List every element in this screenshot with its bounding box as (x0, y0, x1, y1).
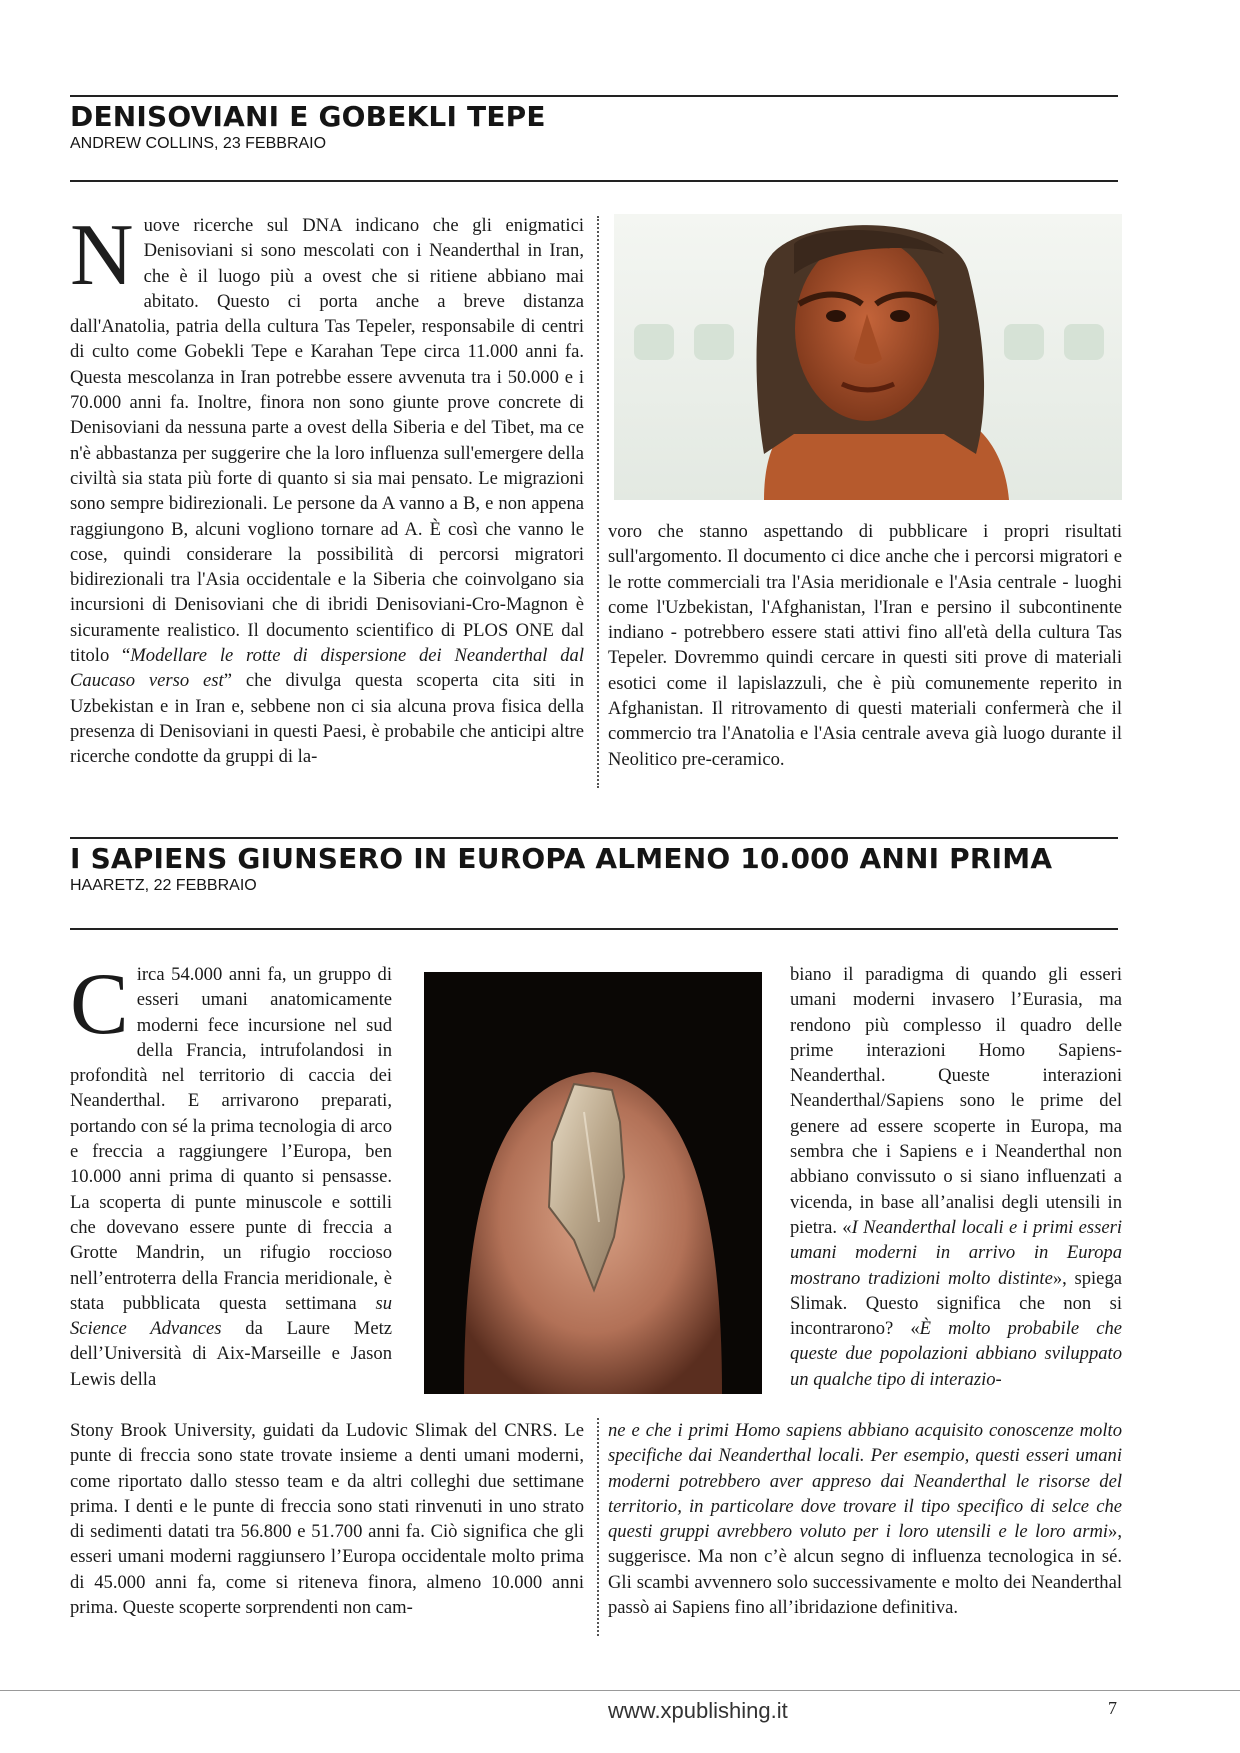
article2-top-rule (70, 837, 1118, 839)
article2-right-text-b: », spiega Slimak. Questo significa che non si incontrarono? « (790, 1267, 1122, 1340)
article2-right-text-italic1: I Neanderthal locali e i primi esseri umani moderni in arrivo in Europa mostrano tradizioni molto distinte (790, 1216, 1122, 1289)
article1-left-text-a: uove ricerche sul DNA indicano che gli enigmatici Denisoviani si sono mescolati con i Neanderthal in Iran, che è il luogo più a ovest che si ritiene abbiano mai abitato. Questo ci porta anche a breve distanza dall'Anatolia, patria della cultura Tas Tepeler, responsabile di centri di culto come Gobekli Tepe e Karahan Tepe circa 11.000 anni fa. Questa mescolanza in Iran potrebbe essere avvenuta tra i 50.000 e i 70.000 anni fa. Inoltre, finora non sono giunte prove concrete di Denisoviani da nessuna parte a ovest della Siberia e del Tibet, ma ce n'è abbastanza per suggerire che la loro influenza sull'emergere della civiltà sia stata più forte di quanto si sia mai pensato. Le migrazioni sono sempre bidirezionali. Le persone da A vanno a B, e non appena raggiungono B, alcuni vogliono tornare ad A. È così che vanno le cose, quindi considerare la possibilità di percorsi migratori bidirezionali tra l'Asia occidentale e la Siberia che coinvolgano sia incursioni di Denisoviani che di ibridi Denisoviani-Cro-Magnon è sicuramente realistico. Il documento scientifico di PLOS ONE dal titolo “ (70, 215, 584, 667)
article2-header-rule (70, 928, 1118, 930)
article1-left-text-italic: Modellare le rotte di dispersione dei Neanderthal dal Caucaso verso est (70, 645, 584, 692)
article1-byline: ANDREW COLLINS, 23 FEBBRAIO (70, 135, 327, 152)
article2-right-text-italic2: È molto probabile che queste due popolazioni abbiano sviluppato un qualche tipo di interazio- (790, 1318, 1123, 1390)
footer-rule (0, 1690, 1240, 1691)
page-number: 7 (1108, 1698, 1117, 1718)
article2-column-divider (597, 1418, 599, 1636)
footer-website-link[interactable]: www.xpublishing.it (608, 1698, 788, 1723)
article2-left-column-upper (70, 956, 392, 1392)
arrowhead-on-fingertip-image (424, 972, 762, 1394)
article1-header-rule (70, 180, 1118, 182)
neanderthal-reconstruction-image (614, 214, 1122, 500)
article1-left-text-b: ” che divulga questa scoperta cita siti in Uzbekistan e in Iran e, sebbene non ci sia alcuna prova fisica della presenza di Denisoviani in questi Paesi, è probabile che anticipi altre ricerche condotte da gruppi di la- (70, 670, 584, 768)
top-rule (70, 95, 1118, 97)
article2-title: I SAPIENS GIUNSERO IN EUROPA ALMENO 10.000 ANNI PRIMA (70, 842, 1053, 875)
article2-left-text-italic: su Science Advances (70, 1292, 392, 1340)
article2-left-text-full: Stony Brook University, guidati da Ludovic Slimak del CNRS. Le punte di freccia sono state trovate insieme a denti umani moderni, come riportato dallo stesso team e da altri colleghi due settimane prima. I denti e le punte di freccia sono stati rinvenuti in uno strato di sedimenti datati tra 56.800 e 51.700 anni fa. Ciò significa che gli esseri umani moderni raggiunsero l’Europa occidentale molto prima di 45.000 anni fa, come si riteneva finora, almeno 10.000 anni prima. Queste scoperte sorprendenti non cam- (70, 1420, 584, 1619)
article2-left-column-lower (70, 1418, 584, 1620)
article2-byline: HAARETZ, 22 FEBBRAIO (70, 877, 257, 894)
article2-right-text-a: biano il paradigma di quando gli esseri umani moderni invasero l’Eurasia, ma rendono più complesso il quadro delle prime interazioni Homo Sapiens-Neanderthal. Queste interazioni Neanderthal/Sapiens sono le prime del genere ad essere scoperte in Europa, ma sembra che i Sapiens e i Neanderthal non abbiano convissuto o si siano influenzati a vicenda, in base all’analisi degli utensili in pietra. « (790, 964, 1122, 1238)
article1-dropcap: N (70, 207, 134, 304)
article1-title: DENISOVIANI E GOBEKLI TEPE (70, 100, 546, 133)
article1-right-text: voro che stanno aspettando di pubblicare i propri risultati sull'argomento. Il documento ci dice anche che i percorsi migratori e le rotte commerciali tra l'Asia meridionale e l'Asia centrale - luoghi come l'Uzbekistan, l'Afghanistan, l'Iran e persino il subcontinente indiano - potrebbero essere stati attivi fino all'età della cultura Tas Tepeler. Dovremmo quindi cercare in questi siti prove di materiali esotici come il lapislazzuli, che è più comunemente reperito in Afghanistan. Il ritrovamento di questi materiali confermerà che il commercio tra l'Anatolia e l'Asia centrale aveva già luogo durante il Neolitico pre-ceramico. (608, 521, 1122, 770)
article1-left-column (70, 207, 584, 770)
article2-right-text-full-italic: ne e che i primi Homo sapiens abbiano acquisito conoscenze molto specifiche dai Neanderthal locali. Per esempio, questi esseri umani moderni potrebbero aver appreso dai Neanderthal le risorse del territorio, in particolare dove trovare il tipo specifico di selce che questi gruppi avrebbero voluto per i loro utensili e le loro armi (608, 1420, 1122, 1543)
article2-left-text-b: da Laure Metz dell’Università di Aix-Marseille e Jason Lewis della (70, 1318, 392, 1390)
article2-right-column-upper (790, 962, 1122, 1392)
column-divider (597, 216, 599, 788)
article2-dropcap: C (70, 956, 129, 1053)
article2-left-text-a: irca 54.000 anni fa, un gruppo di esseri umani anatomicamente moderni fece incursione nel sud della Francia, intrufolandosi in profondità nel territorio di caccia dei Neanderthal. E arrivarono preparati, portando con sé la prima tecnologia di arco e freccia a raggiungere l’Europa, ben 10.000 anni prima di quanto si pensasse. La scoperta di punte minuscole e sottili che dovevano essere punte di freccia a Grotte Mandrin, un rifugio roccioso nell’entroterra della Francia meridionale, è stata pubblicata questa settimana (70, 964, 392, 1314)
article2-right-text-full-rest: », suggerisce. Ma non c’è alcun segno di influenza tecnologica in sé. Gli scambi avvennero solo successivamente e molto dei Neanderthal passò ai Sapiens fino all’ibridazione definitiva. (608, 1521, 1122, 1619)
article1-right-column (608, 519, 1122, 772)
article2-right-column-lower (608, 1418, 1122, 1620)
